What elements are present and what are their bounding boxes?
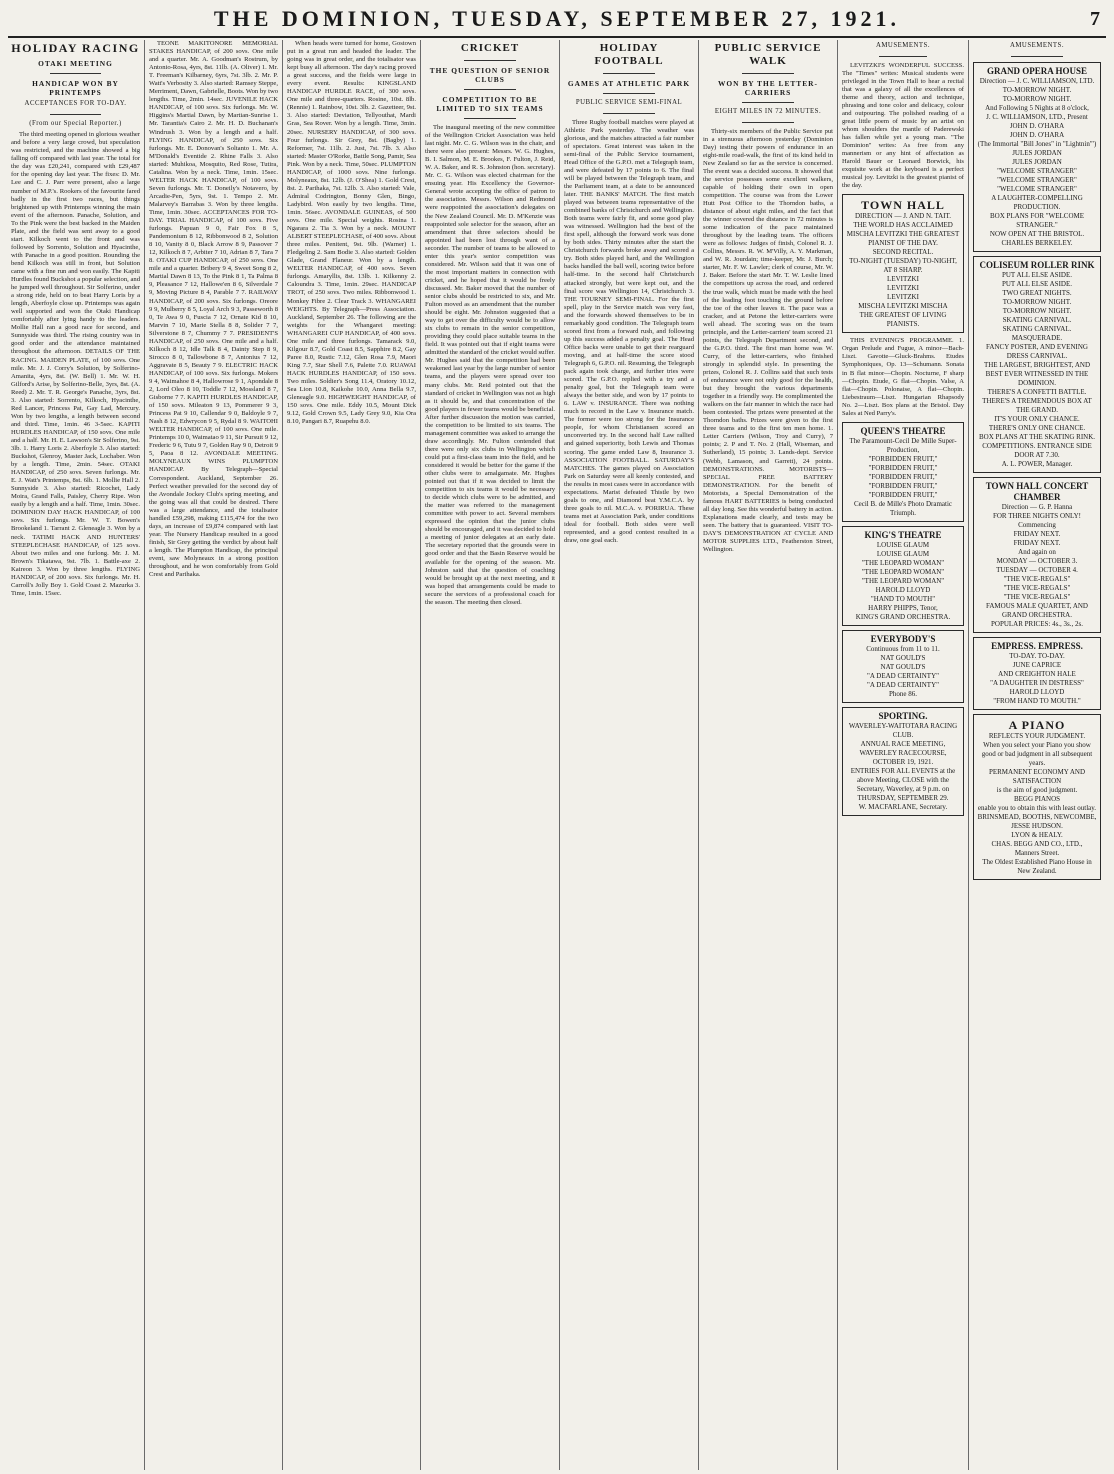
ad-line: A. L. POWER, Manager.: [1001, 459, 1073, 468]
ad-line: And again on: [1018, 547, 1056, 556]
column-avondale: [284, 40, 419, 1470]
ad-line: WAVERLEY-WAITOTARA RACING CLUB.: [848, 721, 958, 739]
column-rule: [420, 40, 421, 1470]
ad-title: QUEEN'S THEATRE: [860, 425, 946, 436]
ad-line: NAT GOULD'S: [880, 662, 926, 671]
ad-line: THERE'S A CONFETTI BATTLE.: [987, 387, 1087, 396]
ad-line: HARRY PHIPPS, Tenor,: [868, 603, 938, 612]
column-rule: [559, 40, 560, 1470]
ad-line: "WELCOME STRANGER": [997, 184, 1077, 193]
ad-title: KING'S THEATRE: [864, 529, 942, 540]
deck-eight-miles: EIGHT MILES IN 72 MINUTES.: [714, 108, 822, 115]
divider: [742, 73, 794, 74]
ad-line: BOX PLANS AT THE SKATING RINK.: [978, 432, 1096, 441]
ad-line: LOUISE GLAUM: [876, 540, 930, 549]
ad-line: Commencing: [1018, 520, 1056, 529]
ad-line: ANNUAL RACE MEETING,: [860, 739, 946, 748]
column-rule: [698, 40, 699, 1470]
ad-title: TOWN HALL: [861, 198, 945, 213]
ad-line: AND CREIGHTON HALE: [998, 669, 1076, 678]
headline-cricket: CRICKET: [460, 42, 520, 54]
deck-six-teams: COMPETITION TO BE LIMITED TO SIX TEAMS: [436, 95, 544, 113]
levitzki-article: LEVITZKI'S WONDERFUL SUCCESS. The "Times" writes: Musical students were privileged in the Town Hall to hear a recital that was a galaxy of all the excellences of theme and theory, action and technique, phrasing and tone color and delicacy, colour and outpouring. The polished reading of a great little poem of music by an artist on whom shoulders the mantle of Paderewski has fallen while yet a young man. "The Dominion" writes: As free from any mannerism or any hint of affectation as Harold Bauer or Leonard Borwick, his exquisite work at the keyboard is a perfect musical joy. Levitzki is the greatest pianist of the day.: [842, 61, 964, 190]
newspaper-page: [8, 40, 1106, 1470]
column-rule: [144, 40, 145, 1470]
ad-line: THE GREATEST OF LIVING PIANISTS.: [859, 311, 947, 329]
ad-town-hall-concert: [973, 477, 1101, 633]
article-body: The third meeting opened in glorious weather and before a very large crowd, but speculation was restricted, and the machine showed a big falling off compared with last year. The total for the day was £20,241, compared with £29,487 for the opening day last year. The fixes: D. Mr. Lee and C. J. Parr were present, also a large number of M.P.'s. Rookers of the favourite fared badly in the first two races, but things brightened up with Printemps winning the main event of the afternoon. Panache, Solution, and To the Pink were the best backed in the Maiden Plate, and the field was sent away to a good start. Kilkoch went to the front and was followed by Sorrento, Solution and Hyacinthe, with Panache in a good position. Rounding the bend Kilkoch was still in front, but Solution came with a fine run and won easily. The Kapiti Hurdles found Buckshot a popular selection, and he jumped well throughout. Sir Solferino, under a strong ride, held on to beat Harry Loris by a length, Aberfoyle close up. Printemps was again well supported and won the Otaki Handicap comfortably after lying handy to the leaders. Mollie Hall ran a good race for second, and Sunnyside was third. The rising country was in good order and the attendance maintained throughout the afternoon. DETAILS OF THE RACING. MAIDEN PLATE, of 100 sovs. One mile. Mr. J. J. Corry's Solution, by Solferino-Amanita, 4yrs, 8st. (W. Bell) 1. Mr. W. H. Gilford's Arise, by Solferino-Belle, 3yrs, 8st. (A. Reed) 2. Mr. T. R. George's Panache, 3yrs, 8st. 3. Also started: Sorrento, Kilkoch, Hyacinthe, Red Lancer, Princess Pat, Gay Lad, Mercury. Won by two lengths, a length between second and third. Time, 1min. 46 3-5sec. KAPITI HURDLES HANDICAP, of 150 sovs. One mile and a half. Mr. H. E. Lawson's Sir Solferino, 9st. 3lb. 1. Harry Loris 2. Aberfoyle 3. Also started: Buckshot, Glenroy, Master Jack, Lochaber. Won by a length. Time, 2min. 54sec. OTAKI HANDICAP, of 250 sovs. Seven furlongs. Mr. E. J. Watt's Printemps, 8st. 6lb. 1. Mollie Hall 2. Sunnyside 3. Also started: Ricochet, Lady Moira, Grand Falls, Paisley, Cherry Ripe. Won easily by a length and a half. Time, 1min. 30sec. DOMINION DAY HACK HANDICAP, of 100 sovs. Six furlongs. Mr. W. T. Bowen's Brookeland 1. Tarrant 2. Gleneagle 3. Won by a neck. TATIMI HACK AND HUNTERS' STEEPLECHASE HANDICAP, of 125 sovs. About two miles and one furlong. Mr. J. M. Brown's Tikatawa, 9st. 7lb. 1. Battle-axe 2. Kaireon 3. Won by three lengths. FLYING HANDICAP, of 200 sovs. Six furlongs. Mr. H. Carroll's Jolly Boy 1. Gold Coast 2. Mazurka 3. Time, 1min. 15sec.: [11, 131, 140, 597]
column-racing-results: [146, 40, 281, 1470]
ad-title: COLISEUM ROLLER RINK: [979, 259, 1095, 270]
ad-lines: [846, 541, 960, 622]
deck-handicap: HANDICAP WON BY PRINTEMPS: [32, 79, 119, 97]
ad-line: MONDAY — OCTOBER 3.: [996, 556, 1078, 565]
ad-kings-theatre: [842, 526, 964, 626]
ad-line: enable you to obtain this with least outlay.: [977, 803, 1097, 812]
ad-queens-theatre: [842, 422, 964, 522]
ad-line: MISCHA LEVITZKI MISCHA: [858, 302, 948, 311]
ad-line: FRIDAY NEXT.: [1013, 538, 1061, 547]
deck-semi-final: PUBLIC SERVICE SEMI-FINAL: [575, 99, 683, 106]
ad-line: HAROLD LLOYD: [1009, 687, 1065, 696]
ad-line: THE LARGEST, BRIGHTEST, AND BEST EVER WITNESSED IN THE DOMINION.: [983, 360, 1091, 387]
deck-acceptances: ACCEPTANCES FOR TO-DAY.: [24, 100, 127, 107]
deck-athletic-park: GAMES AT ATHLETIC PARK: [567, 79, 691, 88]
ad-lines: [977, 271, 1097, 469]
ad-title: EVERYBODY'S: [870, 633, 936, 644]
ad-line: NAT GOULD'S: [880, 653, 926, 662]
ad-line: TO-MORROW NIGHT.: [1002, 94, 1072, 103]
ad-line: is the aim of good judgment.: [996, 785, 1078, 794]
ad-town-hall: [842, 194, 964, 333]
ad-line: DIRECTION — J. AND N. TAIT.: [854, 212, 951, 221]
ad-line: LEVITZKI: [887, 284, 919, 293]
deck-senior-clubs: THE QUESTION OF SENIOR CLUBS: [429, 66, 551, 84]
ad-line: SECOND RECITAL.: [872, 248, 934, 257]
ad-line: PUT ALL ELSE ASIDE.: [1001, 270, 1072, 279]
column-racing-otaki: [8, 40, 143, 1470]
ad-line: TWO GREAT NIGHTS.: [1002, 288, 1072, 297]
headline-holiday-racing: HOLIDAY RACING: [11, 41, 140, 55]
ad-line: NOW OPEN AT THE BRISTOL.: [989, 229, 1085, 238]
article-body: Thirty-six members of the Public Service put in a strenuous afternoon yesterday (Dominion Day) testing their powers of endurance in an eight-mile road-walk, the first of its kind held in New Zealand so far as the service is concerned. The event was a decided success. It showed that the service possesses some excellent walkers, capable of holding their own in open competition. The course was from the Lower Hutt Post Office to the Thorndon baths, a distance of about eight miles, and the fact that the winner covered the distance in 72 minutes is some indication of the pace maintained throughout by the leading team. The officers were as follows: Judges of finish, Colonel R. J. Collins, Messrs. R. W. M'Villy, A. Y. Markman, and W. R. Jourdain; time-keeper, Mr. J. Burch; starter, Mr. F. W. Lawler; clerk of course, Mr. W. J. Baker. Before the start Mr. T. W. Leslie lined the competitors up across the road, and ordered the true walk, which must be made with the heel of the leading foot touching the ground before the toe of the other leaves it. The pace was a cracker, and at Petone the letter-carriers were well ahead. The scoring was on the team principle, and the Letter-carriers' team scored 21 points, the Telegraph Department second, and the G.P.O. third. The first man home was W. Curry, of the letter-carriers, who finished strongly in splendid style. In presenting the prizes, Colonel R. J. Collins said that such tests of endurance were not only good for the health, but they brought the various departments together in a friendly way. He complimented the walkers on the fair manner in which the race had been contested. The prizes were presented at the Thorndon baths. Prizes were given to the first three teams and to the first ten men home. 1. Letter Carriers (Wilson, Troy and Curry), 7 points; 2. P and T. No. 2 (Hall, Wiseman, and Sutherland), 15 points; 3. Lands-dept. Service (Webb, Lamason, and Garrett), 24 points. DEMONSTRATIONS. MOTORISTS—SPECIAL FREE BATTERY DEMONSTRATION. For the benefit of Motorists, a Special Demonstration of the famous HART BATTERIES is being conducted all day long. See this wonderful battery in action. Explanations made clearly, and tests may be seen. The battery that is guaranteed. VISIT TO-DAY'S DEMONSTRATION AT CYCLE AND MOTOR SUPPLIES LTD., Featherston Street, Wellington.: [703, 127, 834, 554]
ad-line: THERE'S A TREMENDOUS BOX AT THE GRAND.: [982, 396, 1092, 414]
byline: (From our Special Reporter.): [29, 119, 122, 127]
divider: [603, 73, 655, 74]
ad-line: LEVITZKI: [887, 275, 919, 284]
page-number: 7: [1090, 8, 1100, 30]
ad-line: FRIDAY NEXT.: [1013, 529, 1061, 538]
ad-line: "THE VICE-REGALS": [1003, 592, 1071, 601]
ad-line: PERMANENT ECONOMY AND SATISFACTION: [988, 767, 1086, 785]
ad-line: THERE'S ONLY ONE CHANCE.: [988, 423, 1086, 432]
ad-line: LEVITZKI: [887, 293, 919, 302]
ad-line: IT'S YOUR ONLY CHANCE.: [994, 414, 1080, 423]
ad-lines: [977, 732, 1097, 876]
ad-sporting: [842, 707, 964, 816]
ad-line: TO-DAY. TO-DAY.: [1009, 651, 1065, 660]
ad-everybodys: [842, 630, 964, 703]
article-body: TEONE MAKITONORE MEMORIAL STAKES HANDICAP, of 200 sovs. One mile and a quarter. Mr. A. Goodman's Rostrum, by Antonio-Rosa, 4yrs, 8st. 11lb. (A. Oliver) 1. Mr. T. Freeman's Kilbarney, 6yrs, 7st. 3lb. 2. Mr. P. Watt's Verbosity 3. Also started: Ramsey Steppe, Merriment, Dawn, Gabrielle, Boots. Won by two lengths. Time, 2min. 14sec. JUVENILE HACK HANDICAP, of 100 sovs. Six furlongs. Mr. W. Higgins's Martial Dawn, by Martian-Sunrise 1. Mr. Tarantia's Cairo 2. Mr. H. D. Buchanan's Windrush 3. Won by a length and a half. FLYING HANDICAP, of 250 sovs. Six furlongs. Mr. E. Donovan's Soltanto 1. Mr. A. M'Donald's Eventide 2. Rhine Falls 3. Also started: Muhikoa, Mosquito, Red Rose, Tutira, Catalina. Won by a neck. Time, 1min. 15sec. WELTER HACK HANDICAP, of 100 sovs. Seven furlongs. Mr. T. Doneily's Notavero, by Arcadie-Pen, 5yrs, 9st. 1. Tempo 2. Mr. Malarvey's Barrabas 3. Won by three lengths. Time, 1min. 30sec. ACCEPTANCES FOR TO-DAY. TRIAL HANDICAP, of 100 sovs. Five furlongs. Papuan 9 0, Fair Fox 8 5, Pandemonium 8 12, Ribbonwood 8 2, Solution 8 10, Vanity 8 0, Black Arrow 8 9, Passover 7 12, Kilkoch 8 7, Arbiter 7 10, Adrian 8 7, Tara 7 8. OTAKI CUP HANDICAP, of 250 sovs. One mile and a quarter. Bribery 9 4, Sweet Song 8 2, Martial Dawn 8 13, To the Pink 8 1, Ta Palma 8 9, Pleasance 7 12, Hallowe'en 8 6, Silverdale 7 9, Moving Picture 8 4, Parable 7 7. RAILWAY HANDICAP, of 200 sovs. Six furlongs. Oreore 9 9, Mulberry 8 5, Loyal Arch 9 3, Passeworth 8 0, Te Awa 9 0, Fuscia 7 12, Ornate Kid 8 10, Marvin 7 10, Marie Stella 8 8, Solider 7 7, Silverstone 8 7, Chummy 7 7. PRESIDENT'S HANDICAP, of 250 sovs. One mile and a half. Kilkoch 8 12, Idle Talk 8 4, Dainty Step 8 9, Sirocco 8 0, Tallowbone 8 7, Antonius 7 12, Aggravate 8 5, Beauty 7 9. ELECTRIC HACK HANDICAP, of 100 sovs. Six furlongs. Mokers 9 4, Waimahoe 8 4, Hallowrose 9 1, Apondale 8 2, Lord Oleo 8 10, Toddle 7 12, Mossland 8 7, Gisborne 7 7. KAPITI HURDLES HANDICAP, of 150 sovs. Mileaton 9 13, Pommerer 9 3, Princess Pat 9 10, Callendar 9 0, Baldoyle 9 7, Nash 8 12, Edwrycon 9 5, Rydal 8 9. WAITOHI WELTER HANDICAP, of 100 sovs. One mile. Printemps 10 0, Waimatao 9 11, Sir Pursuit 9 12, Frederic 9 6, Tutu 9 7, Golden Ray 9 0, Detroit 9 5, Paoa 8 12. AVONDALE MEETING. MOLYNEAUX WINS PLUMPTON HANDICAP. By Telegraph—Special Correspondent. Auckland, September 26. Perfect weather prevailed for the second day of the Avondale Jockey Club's spring meeting, and the going was all that could be desired. There was a large attendance, and the totalisator handled £59,298, making £115,474 for the two days, an increase of £9,874 compared with last year. The Nursery Handicap resulted in a good finish, Sir Grey getting the verdict by about half a length. The Plumpton Handicap, the principal event, saw Molyneaux in a strong position throughout, and he won comfortably from Gold Crest and Parihaka.: [149, 40, 279, 579]
ad-line: BRINSMEAD, BOOTHS, NEWCOMBE, JESSE HUDSON.: [977, 812, 1097, 830]
subhead-otaki-meeting: OTAKI MEETING: [38, 59, 113, 68]
ad-title: A PIANO: [1008, 717, 1066, 732]
headline-holiday-football: HOLIDAY FOOTBALL: [594, 42, 664, 67]
article-body: Three Rugby football matches were played at Athletic Park yesterday. The weather was glorious, and the matches attracted a fair number of spectators. Great interest was taken in the semi-final of the Public Service tournament, Head Office of the G.P.O. met a Telegraph team, and were defeated by 17 points to 6. The final will be played between the Telegraph team, and the Parliament team, at a date to be announced later. THE BANKS' MATCH. The first match played was between teams representative of the combined banks of Christchurch and Wellington. Both teams were fairly fit, and some good play was witnessed. Wellington had the best of the first spell, although the forward work was done by both sides. Thirty minutes after the start the Christchurch forwards broke away and scored a try. Both sides played hard, and the Wellington backs handled the ball well, scoring twice before half-time. In the second half Christchurch attacked strongly, but were kept out, and the final score was Wellington 14, Christchurch 3. THE TOURNEY SEMI-FINAL. For the first spell, play in the Service match was very fast, and the forwards showed themselves to be in remarkably good condition. The Telegraph team scored first from a forward rush, and following up this success added a penalty goal. The Head Office backs were unable to get their rearguard moving, and at half-time the score stood Telegraph 6, G.P.O. nil. Resuming, the Telegraph pack again took charge, and further tries were scored. The G.P.O. replied with a try and a penalty goal, but the Telegraph team were always the better side, and won by 17 points to 6. LAW v. INSURANCE. There was nothing much to record in the Law v. Insurance match. The former were too strong for the Insurance people, for whom Christiansen scored an unconverted try. In the second half Law rallied and gained superiority, both Lewis and Thomas scoring. The game ended Law 8, Insurance 3. ASSOCIATION FOOTBALL. SATURDAY'S MATCHES. The games played on Association Park on Saturday were all keenly contested, and the results in most cases were in accordance with expectations. Marist defeated Thistle by two goals to one, and Diamond beat Y.M.C.A. by three goals to nil. M.C.A. v. PORIRUA. These teams met at Association Park, under conditions ideal for football. Both sides were well represented, and a good contest resulted in a draw, one goal each.: [564, 118, 694, 545]
ad-lines: [977, 652, 1097, 706]
ad-title: GRAND OPERA HOUSE: [986, 65, 1087, 76]
ad-lines: [846, 437, 960, 518]
ad-line: "THE VICE-REGALS": [1003, 583, 1071, 592]
deck-letter-carriers: WON BY THE LETTER-CARRIERS: [718, 79, 818, 97]
ad-line: "THE LEOPARD WOMAN": [861, 558, 945, 567]
ad-line: "FORBIDDEN FRUIT,": [868, 463, 938, 472]
ad-line: Direction — G. P. Hanna: [1001, 502, 1073, 511]
ad-coliseum: [973, 256, 1101, 473]
ad-empress: [973, 637, 1101, 710]
section-header-amusements: AMUSEMENTS.: [1009, 42, 1065, 49]
divider: [603, 93, 655, 94]
ad-line: J. C. WILLIAMSON, LTD., Present: [986, 112, 1088, 121]
divider: [464, 118, 516, 119]
ad-line: JULES JORDAN: [1012, 157, 1062, 166]
divider: [464, 89, 516, 90]
ad-line: Phone 86.: [889, 689, 917, 698]
divider: [742, 102, 794, 103]
ad-line: The Paramount-Cecil De Mille Super-Production,: [849, 436, 957, 454]
column-rule: [968, 40, 969, 1470]
ad-line: CHAS. BEGG AND CO., LTD.,: [991, 839, 1083, 848]
ad-line: FAMOUS MALE QUARTET, AND GRAND ORCHESTRA.: [986, 601, 1088, 619]
program-text: THIS EVENING'S PROGRAMME. 1. Organ Prelude and Fugue, A minor—Bach-Liszt. Gavotte—Gluck-Brahms. Etudes Symphoniques, Op. 13—Schumann. Sonata in B flat minor—Chopin. Nocturne, F sharp—Chopin. Etude, G flat—Chopin. Valse, A flat—Chopin. Polonaise, A flat—Chopin. Liebestraum—Liszt. Hungarian Rhapsody No. 2—Liszt. Box plans at the Bristol. Day Sales at Ned Parry's.: [842, 337, 964, 417]
divider: [1011, 56, 1062, 57]
ad-line: "A DEAD CERTAINTY": [866, 671, 939, 680]
ad-line: THE WORLD HAS ACCLAIMED: [853, 221, 953, 230]
ad-line: And Following 5 Nights at 8 o'clock,: [985, 103, 1089, 112]
ad-line: "WELCOME STRANGER": [997, 166, 1077, 175]
ad-line: AT 8 SHARP.: [883, 266, 923, 275]
ad-lines: [977, 77, 1097, 248]
ad-line: PUT ALL ELSE ASIDE.: [1001, 279, 1072, 288]
ad-line: LYON & HEALY.: [1011, 830, 1063, 839]
ad-line: KING'S GRAND ORCHESTRA.: [855, 612, 951, 621]
ad-line: JUNE CAPRICE: [1012, 660, 1062, 669]
ad-line: TO-NIGHT (TUESDAY) TO-NIGHT,: [849, 257, 957, 266]
ad-line: "FROM HAND TO MOUTH.": [993, 696, 1081, 705]
ad-line: The Oldest Established Piano House in New Zealand.: [982, 857, 1092, 875]
ad-line: "WELCOME STRANGER": [997, 175, 1077, 184]
ad-line: "A DEAD CERTAINTY": [866, 680, 939, 689]
ad-line: MISCHA LEVITZKI THE GREATEST: [846, 230, 960, 239]
ad-piano: [973, 714, 1101, 880]
column-cricket: [422, 40, 558, 1470]
ad-line: "FORBIDDEN FRUIT,": [868, 481, 938, 490]
ad-line: Continuous from 11 to 11.: [866, 644, 940, 653]
ad-line: FOR THREE NIGHTS ONLY!: [992, 511, 1082, 520]
masthead: [8, 4, 1106, 38]
divider: [879, 56, 928, 57]
section-header-amusements: AMUSEMENTS.: [875, 42, 931, 49]
ad-line: "THE LEOPARD WOMAN": [861, 567, 945, 576]
column-amusements-1: [839, 40, 967, 1470]
ad-title: SPORTING.: [878, 710, 928, 721]
ad-line: Manners Street.: [1014, 848, 1060, 857]
column-rule: [837, 40, 838, 1470]
ad-line: SKATING CARNIVAL.: [1002, 324, 1072, 333]
ad-line: "FORBIDDEN FRUIT,": [868, 490, 938, 499]
column-public-service-walk: [700, 40, 836, 1470]
ad-line: (The Immortal "Bill Jones" in "Lightnin'"): [977, 139, 1097, 148]
article-body: The inaugural meeting of the new committee of the Wellington Cricket Association was held last night. Mr. C. G. Wilson was in the chair, and there were also present: Messrs. W. G. Hughes, B. I. Salmon, M. E. Brookes, F. Fulton, J. Reid, W. A. Baker, and R. S. Johnston (hon. secretary). Mr. C. G. Wilson was elected chairman for the ensuing year. His Excellency the Governor-General wrote accepting the office of patron to the association. Messrs. Wilson and Redmond were reappointed the association's delegates on the New Zealand Council. Mr. D. M'Kenzie was reappointed sole selector for the season, after an amendment that three selectors should be appointed had been lost through want of a seconder. The number of teams to be allowed to enter this year's senior competition was considered. Mr. Wilson said that it was one of the most important matters in connection with cricket, and he hoped that it would be freely discussed. Mr. Baker moved that the number of senior clubs should be restricted to six, and Mr. Fulton moved as an amendment that the number should be eight. Mr. Johnston suggested that a way to get over the difficulty would be to allow six clubs to remain in the senior competition, providing they could place suitable teams in the field. It was pointed out that if eight teams were admitted the standard of the cricket would suffer. Mr. Hughes said that the competition had been weakened last year by the large number of senior teams, and the players were spread over too many clubs. Mr. Reid pointed out that the standard of cricket in Wellington was not as high as it should be, and that concentration of the good players in fewer teams would be beneficial. After further discussion the motion was carried, the competition to be limited to six teams. The management committee was asked to arrange the draw accordingly. Mr. Fulton contended that there were only six clubs in Wellington which could put a first-class team into the field, and he considered it would be better for the game if the other clubs were to amalgamate. Mr. Hughes pointed out that if it was decided to limit the competition to six teams it would be necessary to decide which clubs were to be admitted, and the matter was referred to the management committee with power to act. Several members expressed the opinion that the junior clubs should be encouraged, and it was decided to hold a meeting of junior delegates at an early date. The secretary reported that the grounds were in good order and that the Basin Reserve would be available for the opening of the season. Mr. Johnston said that the question of coaching would be brought up at the next meeting, and it was hoped that arrangements could be made to secure the services of a professional coach for the season. The meeting then closed.: [425, 124, 555, 606]
ad-line: TO-MORROW NIGHT.: [1002, 306, 1072, 315]
ad-line: ENTRIES FOR ALL EVENTS at the above Meeting, CLOSE with the Secretary, Waverley, at 9 p.m. on THURSDAY, SEPTEMBER 29.: [850, 766, 956, 802]
ad-line: "HAND TO MOUTH": [870, 594, 936, 603]
ad-line: JOHN D. O'HARA: [1009, 130, 1065, 139]
ad-line: A LAUGHTER-COMPELLING PRODUCTION.: [991, 193, 1083, 211]
ad-line: POPULAR PRICES: 4s., 3s., 2s.: [991, 619, 1083, 628]
ad-line: SKATING CARNIVAL.: [1002, 315, 1072, 324]
ad-title: EMPRESS. EMPRESS.: [991, 640, 1083, 651]
ad-lines: [977, 503, 1097, 629]
ad-title: TOWN HALL CONCERT CHAMBER: [985, 480, 1089, 502]
ad-line: FANCY POSTER, AND EVENING DRESS CARNIVAL.: [986, 342, 1088, 360]
ad-line: JOHN D. O'HARA: [1009, 121, 1065, 130]
ad-line: REFLECTS YOUR JUDGMENT.: [988, 731, 1086, 740]
divider: [742, 122, 794, 123]
ad-line: "A DAUGHTER IN DISTRESS": [990, 678, 1084, 687]
ad-line: PIANIST OF THE DAY.: [868, 239, 938, 248]
ad-line: "THE VICE-REGALS": [1003, 574, 1071, 583]
ad-line: Cecil B. de Mille's Photo Dramatic Triumph.: [853, 499, 953, 517]
divider: [603, 113, 655, 114]
column-rule: [282, 40, 283, 1470]
divider: [50, 73, 102, 74]
ad-line: TO-MORROW NIGHT.: [1002, 85, 1072, 94]
ad-line: BEGG PIANOS: [1013, 794, 1061, 803]
ad-line: "THE LEOPARD WOMAN": [861, 576, 945, 585]
ad-line: "FORBIDDEN FRUIT,": [868, 454, 938, 463]
ad-line: WAVERLEY RACECOURSE,: [859, 748, 947, 757]
ad-line: "FORBIDDEN FRUIT,": [868, 472, 938, 481]
ad-line: MASQUERADE.: [1011, 333, 1063, 342]
ad-line: TUESDAY — OCTOBER 4.: [996, 565, 1078, 574]
ad-grand-opera-house: [973, 62, 1101, 252]
ad-line: TO-MORROW NIGHT.: [1002, 297, 1072, 306]
ad-line: Direction — J. C. WILLIAMSON, LTD.: [979, 76, 1095, 85]
ad-line: OCTOBER 19, 1921.: [872, 757, 934, 766]
article-body: When heads were turned for home, Gostown put in a great run and headed the leader. The going was in great order, and the totalisator was kept busy all afternoon. The day's racing proved a great success, and the fields were large in every event. Results: KINGSLAND HANDICAP HURDLE RACE, of 300 sovs. One mile and three-quarters. Rosine, 10st. 8lb. (Rennie) 1. Rainbow, 10st. 3lb. 2. Gazetteer, 9st. 3. Also started: Deviation, Tellyouthat, Mardi Gras, Sea Rover. Won by a length. Time, 3min. 20sec. NURSERY HANDICAP, of 300 sovs. Four furlongs. Sir Grey, 8st. (Bagby) 1. Reformer, 7st. 11lb. 2. Just, 7st. 7lb. 3. Also started: Master O'Rorke, Battle Song, Pamir, Sea Pink. Won by a neck. Time, 50sec. PLUMPTON HANDICAP, of 1000 sovs. Nine furlongs. Molyneaux, 8st. 12lb. (J. O'Shea) 1. Gold Crest, 8st. 2. Parihaka, 7st. 12lb. 3. Also started: Vale, Admiral Codrington, Bonny Glen, Bingo, Ladybird. Won easily by two lengths. Time, 1min. 56sec. AVONDALE GUINEAS, of 500 sovs. One mile. Special weights. Rosina 1. Ngarara 2. Tia 3. Won by a neck. MOUNT ALBERT STEEPLECHASE, of 400 sovs. About three miles. Penitent, 9st. 9lb. (Warner) 1. Fledgeling 2. Sam Bodie 3. Also started: Golden Glade, Grand Flaneur. Won by a length. WELTER HANDICAP, of 400 sovs. Seven furlongs. Amaryllis, 8st. 13lb. 1. Kilkenny 2. Caloundra 3. Time, 1min. 29sec. HANDICAP TROT, of 250 sovs. Two miles. Ribbonwood 1. Monkey Fibre 2. Clear Track 3. WHANGAREI WEIGHTS. By Telegraph—Press Association. Auckland, September 26. The following are the weights for the Whangarei meeting: WHANGAREI CUP HANDICAP, of 400 sovs. One mile and three furlongs. Tamarack 9.0, Kilgour 8.7, Gold Coast 8.5, Sapphire 8.2, Gay Paree 8.0, Rustic 7.12, Glen Rosa 7.9, Maori King 7.7, Star Shell 7.6, Palette 7.0. RUAWAI HACK HURDLES HANDICAP, of 150 sovs. Two miles. Soldier's Song 11.4, Oratory 10.12, Sea Lion 10.8, Kaikohe 10.0, Anna Bella 9.7, Gleneagle 9.0. HIGHWEIGHT HANDICAP, of 150 sovs. One mile. Eddy 10.5, Mount Dick 9.12, Gold Crown 9.5, Lady Grey 9.0, Kia Ora 8.10, Pangari 8.7, Ruapehu 8.0.: [287, 40, 416, 426]
ad-line: HAROLD LLOYD: [875, 585, 931, 594]
ad-lines: [846, 221, 960, 329]
ad-line: BOX PLANS FOR "WELCOME STRANGER.": [989, 211, 1085, 229]
ad-line: CHARLES BERKELEY.: [1001, 238, 1073, 247]
column-amusements-2: [970, 40, 1104, 1470]
column-football: [561, 40, 697, 1470]
divider: [464, 60, 516, 61]
newspaper-title: THE DOMINION, TUESDAY, SEPTEMBER 27, 1921.: [213, 6, 901, 31]
ad-line: LOUISE GLAUM: [876, 549, 930, 558]
ad-line: JULES JORDAN: [1012, 148, 1062, 157]
ad-line: COMPETITIONS. ENTRANCE SIDE DOOR AT 7.30.: [982, 441, 1092, 459]
divider: [50, 114, 102, 115]
ad-lines: [846, 645, 960, 699]
ad-line: W. MACFARLANE, Secretary.: [858, 802, 948, 811]
headline-public-service-walk: PUBLIC SERVICE WALK: [714, 42, 822, 67]
ad-lines: [846, 722, 960, 812]
ad-line: When you select your Piano you show good or bad judgment in all subsequent years.: [981, 740, 1093, 767]
